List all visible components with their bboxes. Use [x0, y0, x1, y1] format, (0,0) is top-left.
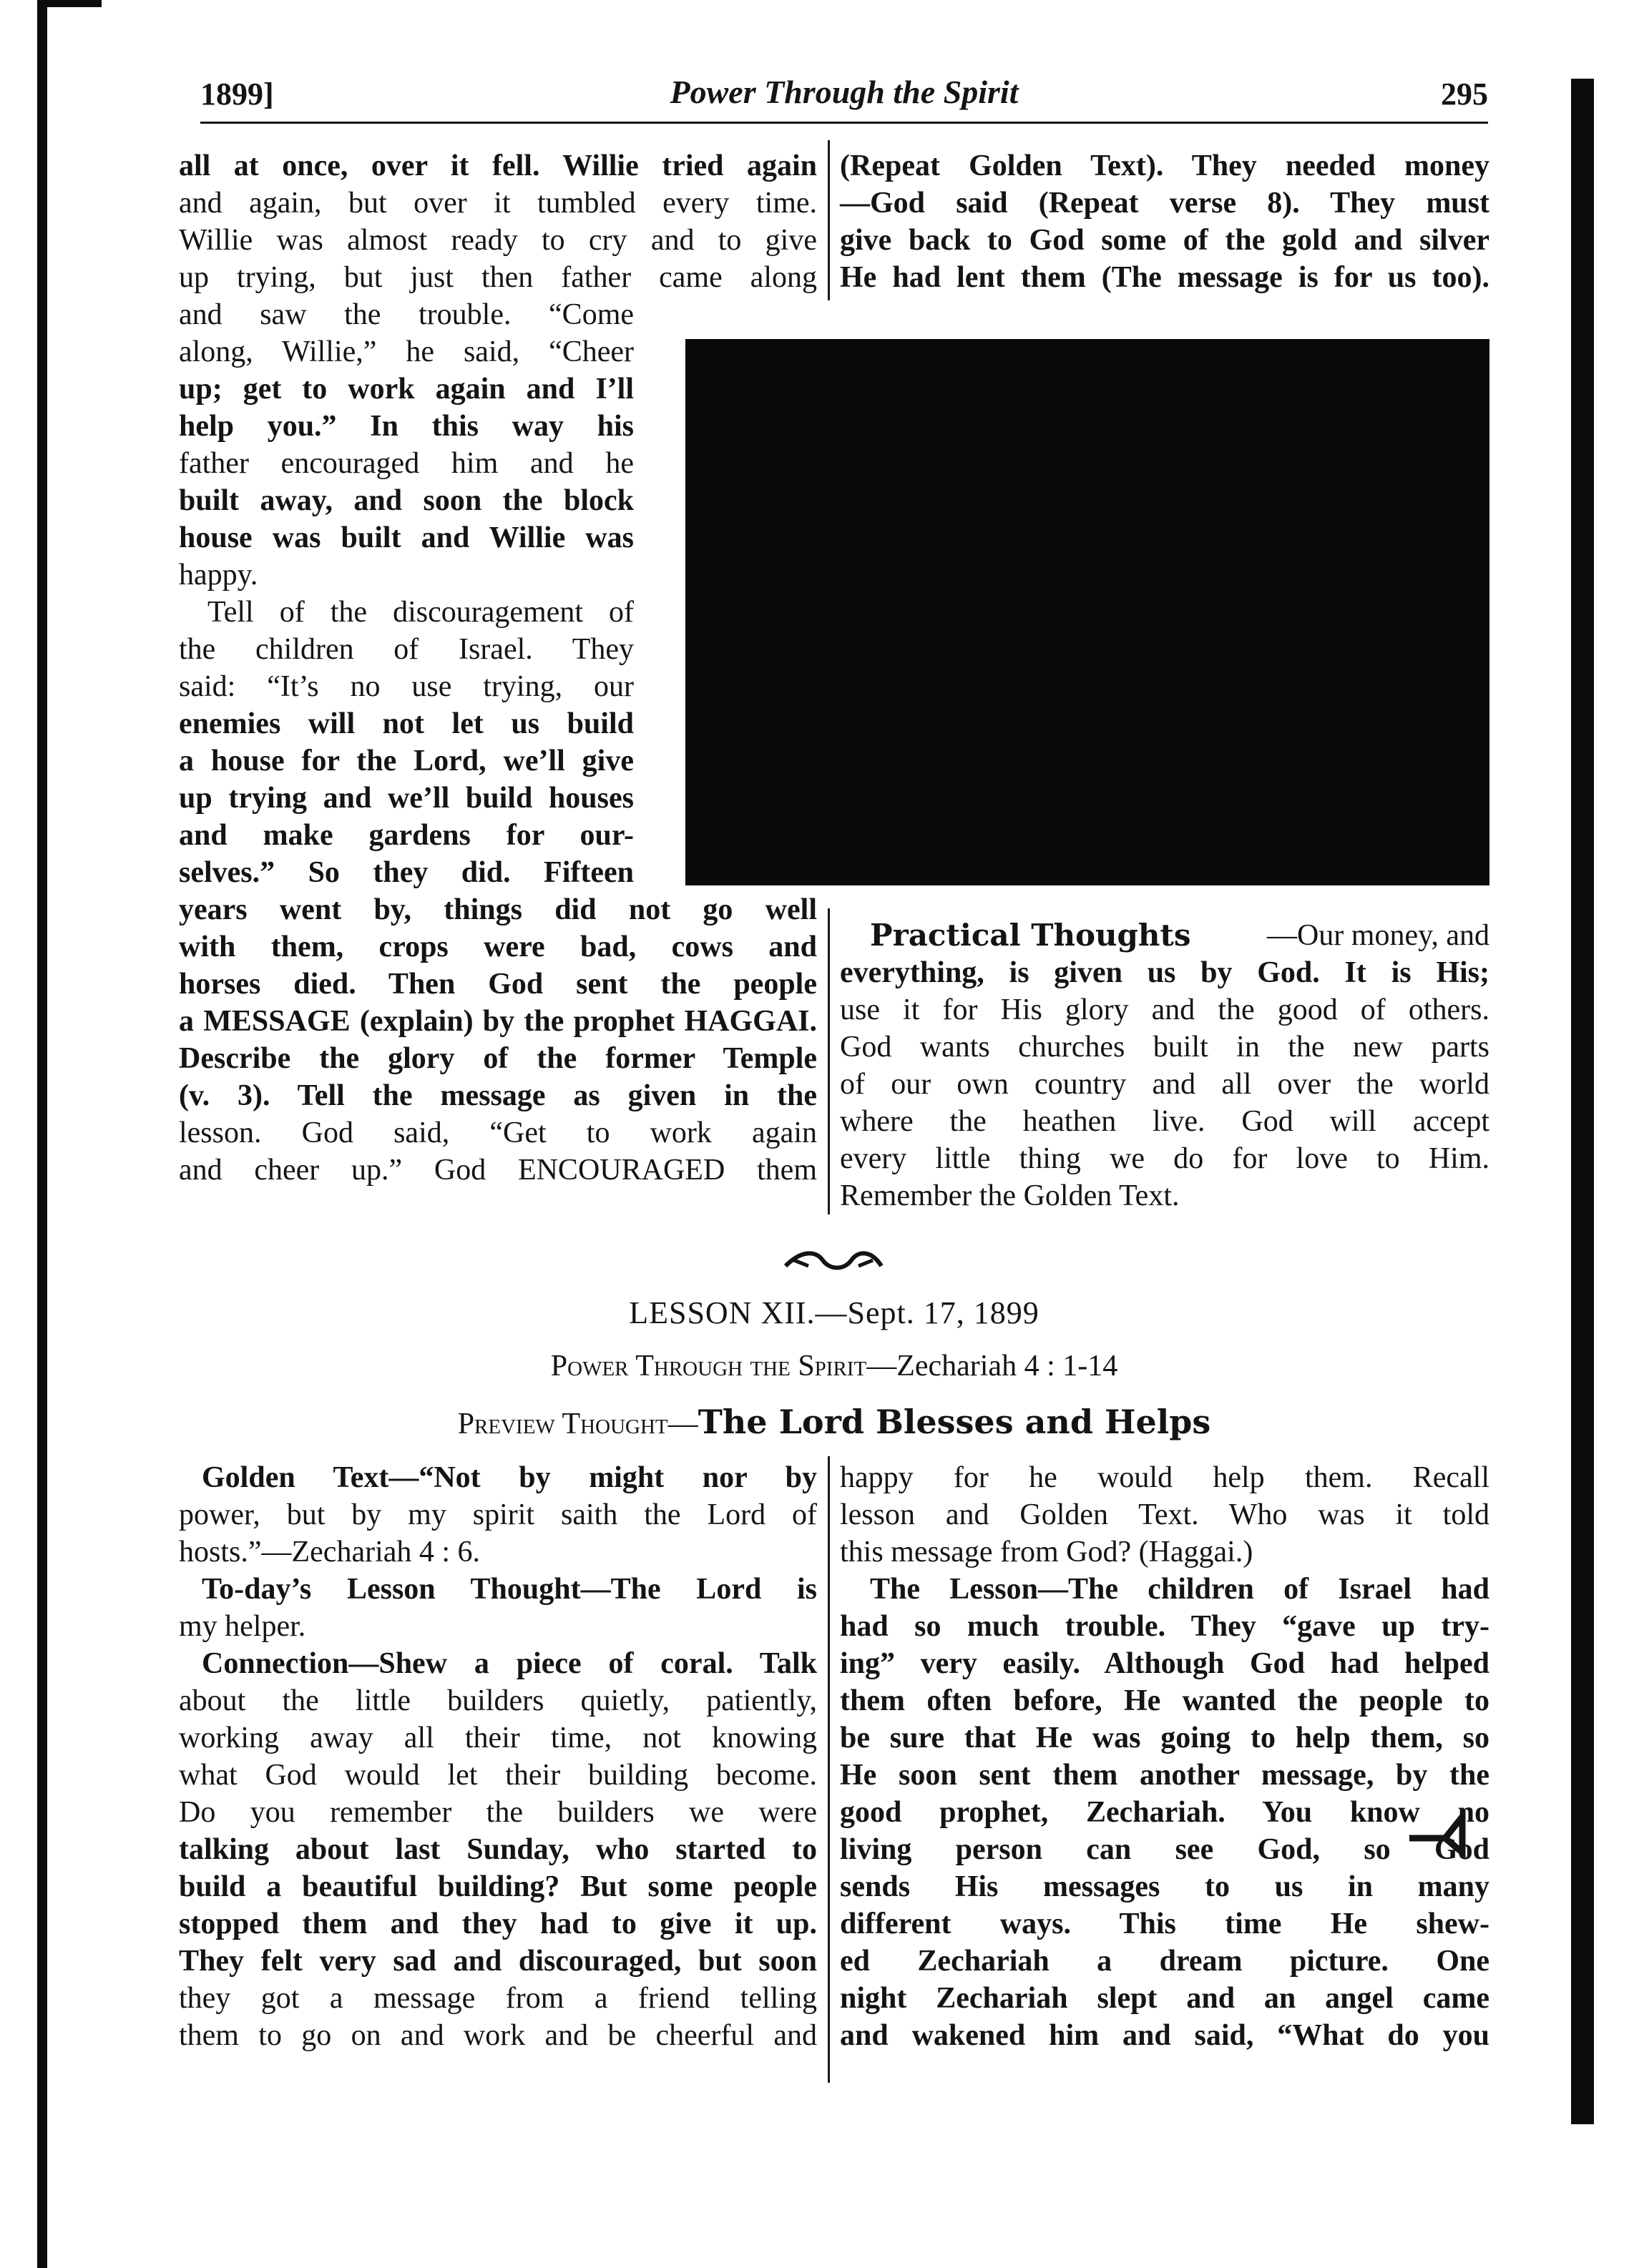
text-line: use it for His glory and the good of others. [840, 993, 1489, 1026]
text-line: up trying and we’ll build houses [179, 782, 634, 815]
text-line: a MESSAGE (explain) by the prophet HAGGAI. [179, 1005, 817, 1038]
text-line: God wants churches built in the new parts [840, 1031, 1489, 1064]
text-line: said: “It’s no use trying, our [179, 670, 634, 703]
text-line: built away, and soon the block [179, 484, 634, 517]
text-line: horses died. Then God sent the people [179, 968, 817, 1001]
text-line: Remember the Golden Text. [840, 1179, 1180, 1212]
text-line: house was built and Willie was [179, 521, 634, 554]
text-line: happy. [179, 559, 258, 591]
text-line: To-day’s Lesson Thought—The Lord is [202, 1573, 817, 1606]
scan-left-edge [37, 0, 47, 2268]
text-line: The Lesson—The children of Israel had [870, 1573, 1489, 1606]
text-line: everything, is given us by God. It is His; [840, 956, 1489, 989]
text-line: up trying, but just then father came along [179, 261, 817, 294]
text-line: happy for he would help them. Recall [840, 1461, 1489, 1494]
text-line: different ways. This time He shew- [840, 1908, 1489, 1940]
text-line: hosts.”—Zechariah 4 : 6. [179, 1536, 481, 1569]
text-line: He soon sent them another message, by the [840, 1759, 1489, 1792]
text-line: Do you remember the builders we were [179, 1796, 817, 1829]
text-line: father encouraged him and he [179, 447, 634, 480]
text-span: —Our money, and [1266, 919, 1489, 952]
text-line: and cheer up.” God ENCOURAGED them [179, 1154, 817, 1187]
column-divider-bottom [828, 1456, 830, 2083]
text-line: years went by, things did not go well [179, 893, 817, 926]
text-line: a house for the Lord, we’ll give [179, 745, 634, 777]
text-line: working away all their time, not knowing [179, 1722, 817, 1754]
text-line: had so much trouble. They “gave up try- [840, 1610, 1489, 1643]
scan-corner-mark [37, 0, 102, 7]
preview-thought-label: Preview Thought— [457, 1408, 698, 1440]
lesson-title-name: Power Through the Spirit [550, 1350, 867, 1383]
text-line: be sure that He was going to help them, so [840, 1722, 1489, 1754]
text-line: build a beautiful building? But some people [179, 1870, 817, 1903]
practical-thoughts-heading: Practical Thoughts [870, 918, 1191, 953]
practical-thoughts-line [870, 917, 1489, 954]
lesson-title [179, 1347, 1489, 1385]
text-line: and again, but over it tumbled every time. [179, 187, 817, 220]
text-line: every little thing we do for love to Him. [840, 1142, 1489, 1175]
text-line: Describe the glory of the former Temple [179, 1042, 817, 1075]
text-line: Willie was almost ready to cry and to give [179, 224, 817, 257]
margin-mark [1402, 1810, 1467, 1860]
text-line: talking about last Sunday, who started to [179, 1833, 817, 1866]
text-line: lesson. God said, “Get to work again [179, 1116, 817, 1149]
text-line: along, Willie,” he said, “Cheer [179, 335, 634, 368]
text-line: give back to God some of the gold and silver [840, 224, 1489, 257]
text-line: where the heathen live. God will accept [840, 1105, 1489, 1138]
text-line: Connection—Shew a piece of coral. Talk [202, 1647, 817, 1680]
text-line: Tell of the discouragement of [207, 596, 634, 629]
text-line: help you.” In this way his [179, 410, 634, 443]
text-line: enemies will not let us build [179, 707, 634, 740]
text-line: of our own country and all over the world [840, 1068, 1489, 1101]
scan-right-edge [1571, 79, 1594, 2124]
preview-thought-text: The Lord Blesses and Helps [698, 1403, 1211, 1441]
text-line: all at once, over it fell. Willie tried again [179, 149, 817, 182]
running-head-rule [200, 122, 1488, 124]
text-line: with them, crops were bad, cows and [179, 931, 817, 963]
text-line: ed Zechariah a dream picture. One [840, 1945, 1489, 1978]
text-line: —God said (Repeat verse 8). They must [840, 187, 1489, 220]
text-line: and make gardens for our- [179, 819, 634, 852]
text-line: selves.” So they did. Fifteen [179, 856, 634, 889]
text-line: them often before, He wanted the people to [840, 1684, 1489, 1717]
text-line: them to go on and work and be cheerful and [179, 2019, 817, 2052]
text-line: (v. 3). Tell the message as given in the [179, 1079, 817, 1112]
redacted-illustration [685, 339, 1489, 885]
running-head [200, 66, 1488, 116]
ornament-divider [780, 1245, 887, 1273]
text-line: living person can see God, so God [840, 1833, 1489, 1866]
running-head-title: Power Through the Spirit [670, 74, 1019, 110]
text-line: lesson and Golden Text. Who was it told [840, 1498, 1489, 1531]
column-divider-top [828, 140, 830, 300]
text-line: they got a message from a friend telling [179, 1982, 817, 2015]
running-head-year: 1899] [200, 77, 274, 112]
text-line: what God would let their building become. [179, 1759, 817, 1792]
text-line: good prophet, Zechariah. You know no [840, 1796, 1489, 1829]
text-line: and saw the trouble. “Come [179, 298, 634, 331]
text-line: about the little builders quietly, patiently, [179, 1684, 817, 1717]
text-line: Golden Text—“Not by might nor by [202, 1461, 817, 1494]
text-line: my helper. [179, 1610, 306, 1643]
text-line: power, but by my spirit saith the Lord of [179, 1498, 817, 1531]
text-line: (Repeat Golden Text). They needed money [840, 149, 1489, 182]
text-line: and wakened him and said, “What do you [840, 2019, 1489, 2052]
page-number: 295 [1441, 77, 1488, 112]
text-line: up; get to work again and I’ll [179, 373, 634, 406]
lesson-title-reference: —Zechariah 4 : 1-14 [866, 1350, 1118, 1383]
preview-thought [179, 1403, 1489, 1443]
text-line: night Zechariah slept and an angel came [840, 1982, 1489, 2015]
text-line: They felt very sad and discouraged, but soon [179, 1945, 817, 1978]
text-line: the children of Israel. They [179, 633, 634, 666]
text-line: sends His messages to us in many [840, 1870, 1489, 1903]
column-divider-middle [828, 908, 830, 1214]
text-line: stopped them and they had to give it up. [179, 1908, 817, 1940]
text-line: this message from God? (Haggai.) [840, 1536, 1253, 1569]
text-line: He had lent them (The message is for us too). [840, 261, 1489, 294]
text-line: ing” very easily. Although God had helped [840, 1647, 1489, 1680]
lesson-number: LESSON XII.—Sept. 17, 1899 [629, 1295, 1039, 1330]
